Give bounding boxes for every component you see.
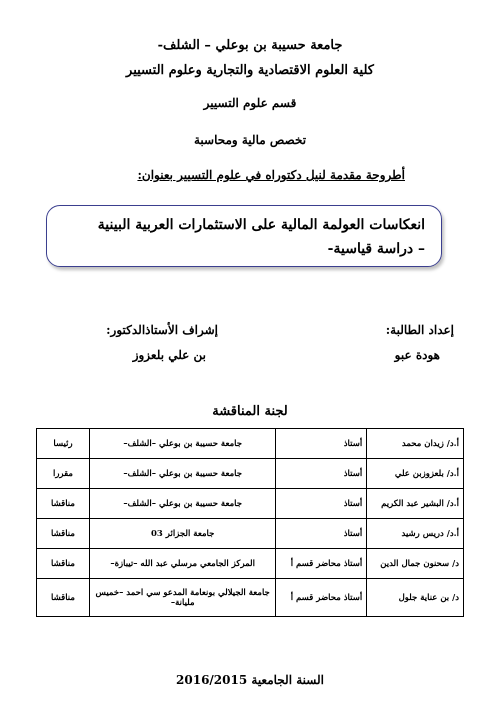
member-rank: أستاذ محاضر قسم أ [276, 549, 367, 579]
member-name: د/ بن عناية جلول [367, 579, 464, 617]
member-name: أ.د/ بلعزوزبن علي [367, 459, 464, 489]
member-role: مقررا [37, 459, 90, 489]
specialty: تخصص مالية ومحاسبة [193, 133, 307, 147]
member-institution: جامعة حسيبة بن بوعلي –الشلف– [89, 489, 275, 519]
supervisor-name: بن علي بلعزوز [132, 348, 206, 362]
member-institution: جامعة الجيلالي بونعامة المدعو سي احمد –خميس مليانة– [89, 579, 275, 617]
member-name: أ.د/ زيدان محمد [367, 429, 464, 459]
member-role: رئيسا [37, 429, 90, 459]
committee-table [36, 428, 464, 617]
supervisor-label: إشراف الأستاذالدكتور: [106, 323, 218, 337]
member-role: مناقشا [37, 549, 90, 579]
member-role: مناقشا [37, 489, 90, 519]
committee-title: لجنة المناقشة [212, 404, 288, 419]
table-row [37, 579, 464, 617]
faculty-name: كلية العلوم الاقتصادية والتجارية وعلوم التسيير [126, 63, 374, 78]
member-institution: جامعة حسيبة بن بوعلي –الشلف– [89, 459, 275, 489]
member-rank: أستاذ [276, 459, 367, 489]
department-name: قسم علوم التسيير [203, 96, 297, 110]
member-role: مناقشا [37, 519, 90, 549]
academic-year: السنة الجامعية 2016/2015 [176, 673, 324, 687]
member-rank: أستاذ محاضر قسم أ [276, 579, 367, 617]
thesis-title-line-1: انعكاسات العولمة المالية على الاستثمارات العربية البينية [97, 217, 425, 233]
member-role: مناقشا [37, 579, 90, 617]
table-row [37, 489, 464, 519]
member-name: د/ سحنون جمال الدين [367, 549, 464, 579]
thesis-title-line-2: – دراسة قياسية- [327, 241, 425, 257]
university-name: جامعة حسيبة بن بوعلي – الشلف- [157, 38, 343, 53]
student-name: هودة عبو [394, 348, 440, 362]
member-institution: المركز الجامعي مرسلي عبد الله –تيبازة– [89, 549, 275, 579]
member-institution: جامعة الجزائر 03 [89, 519, 275, 549]
thesis-intro: أطروحة مقدمة لنيل دكتوراه في علوم التسيير بعنوان: [137, 168, 405, 182]
table-row [37, 429, 464, 459]
member-rank: أستاذ [276, 429, 367, 459]
table-row [37, 519, 464, 549]
member-name: أ.د/ دريس رشيد [367, 519, 464, 549]
table-row [37, 459, 464, 489]
member-rank: أستاذ [276, 489, 367, 519]
member-name: أ.د/ البشير عبد الكريم [367, 489, 464, 519]
thesis-title-box [46, 205, 442, 267]
member-institution: جامعة حسيبة بن بوعلي –الشلف– [89, 429, 275, 459]
member-rank: أستاذ [276, 519, 367, 549]
student-label: إعداد الطالبة: [385, 323, 454, 337]
table-row [37, 549, 464, 579]
